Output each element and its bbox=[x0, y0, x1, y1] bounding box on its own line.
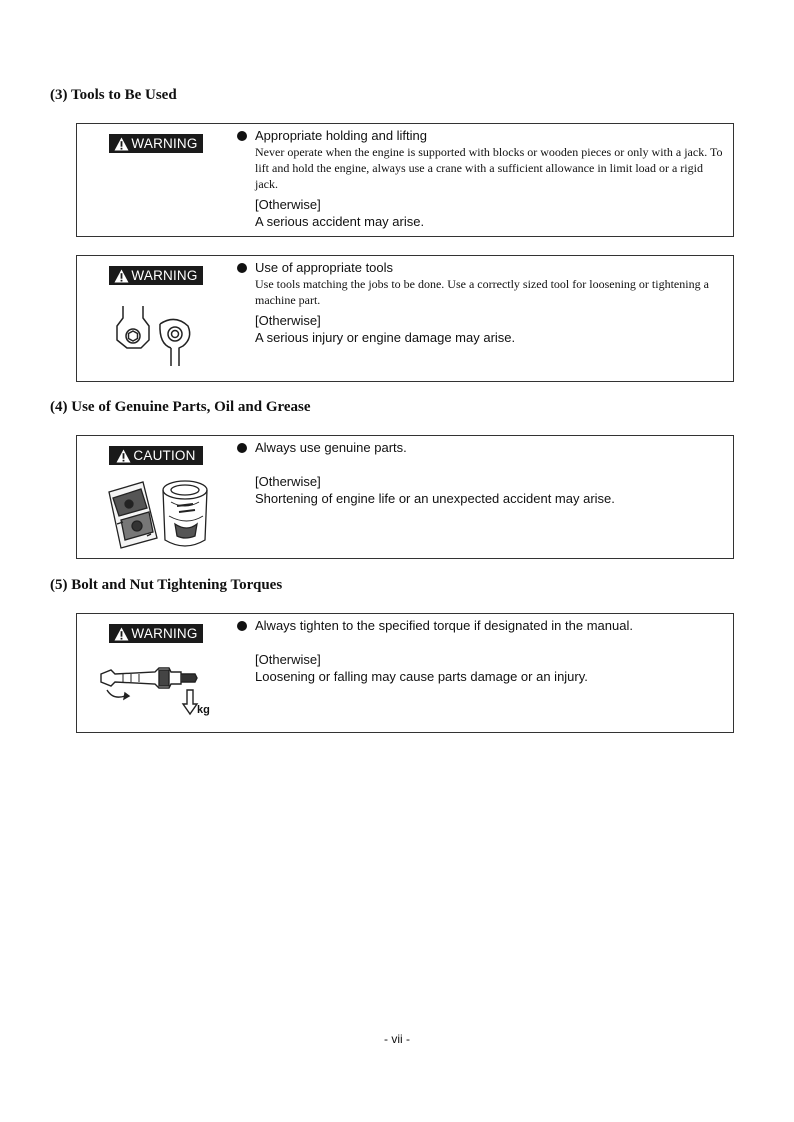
badge-label: WARNING bbox=[131, 136, 198, 151]
badge-label: WARNING bbox=[131, 268, 198, 283]
warning-box-torques bbox=[76, 613, 734, 733]
section-heading-tools: (3) Tools to Be Used bbox=[50, 87, 177, 103]
genuine-parts-icon bbox=[103, 476, 215, 554]
warning-badge bbox=[109, 134, 203, 153]
section-heading-torques: (5) Bolt and Nut Tightening Torques bbox=[50, 577, 283, 593]
caution-badge bbox=[109, 446, 203, 465]
bullet-icon bbox=[237, 131, 247, 141]
page-number: - vii - bbox=[384, 1032, 410, 1046]
otherwise-label: [Otherwise] bbox=[255, 197, 321, 212]
warning-triangle-icon bbox=[114, 137, 129, 151]
section-heading-genuine-parts: (4) Use of Genuine Parts, Oil and Grease bbox=[50, 399, 311, 415]
warning-triangle-icon bbox=[114, 269, 129, 283]
otherwise-label: [Otherwise] bbox=[255, 652, 321, 667]
bullet-icon bbox=[237, 621, 247, 631]
bullet-icon bbox=[237, 263, 247, 273]
item-title: Always use genuine parts. bbox=[255, 440, 407, 455]
consequence-text: Loosening or falling may cause parts damage or an injury. bbox=[255, 669, 588, 684]
consequence-text: Shortening of engine life or an unexpected accident may arise. bbox=[255, 491, 615, 506]
warning-box-holding bbox=[76, 123, 734, 237]
badge-label: WARNING bbox=[131, 626, 198, 641]
warning-triangle-icon bbox=[116, 449, 131, 463]
warning-triangle-icon bbox=[114, 627, 129, 641]
torque-wrench-icon bbox=[97, 660, 217, 726]
otherwise-label: [Otherwise] bbox=[255, 474, 321, 489]
bullet-icon bbox=[237, 443, 247, 453]
consequence-text: A serious injury or engine damage may arise. bbox=[255, 330, 516, 345]
item-title: Always tighten to the specified torque if designated in the manual. bbox=[255, 618, 633, 633]
item-description: Use tools matching the jobs to be done. Use a correctly sized tool for loosening or tightening a machine part. bbox=[255, 277, 709, 307]
item-title: Use of appropriate tools bbox=[255, 260, 394, 275]
warning-badge bbox=[109, 266, 203, 285]
item-description: Never operate when the engine is supported with blocks or wooden pieces or only with a jack. To lift and hold the engine, always use a crane with a sufficient allowance in limit load or a rigid jack. bbox=[255, 145, 723, 191]
badge-label: CAUTION bbox=[133, 448, 196, 463]
otherwise-label: [Otherwise] bbox=[255, 313, 321, 328]
kg-unit-label: kg bbox=[197, 704, 210, 716]
wrench-icon bbox=[115, 300, 195, 370]
caution-box-genuine-parts bbox=[76, 435, 734, 559]
item-title: Appropriate holding and lifting bbox=[255, 128, 428, 143]
consequence-text: A serious accident may arise. bbox=[255, 214, 425, 229]
torque-wrench-illustration bbox=[97, 660, 217, 726]
warning-box-tools bbox=[76, 255, 734, 382]
warning-badge bbox=[109, 624, 203, 643]
